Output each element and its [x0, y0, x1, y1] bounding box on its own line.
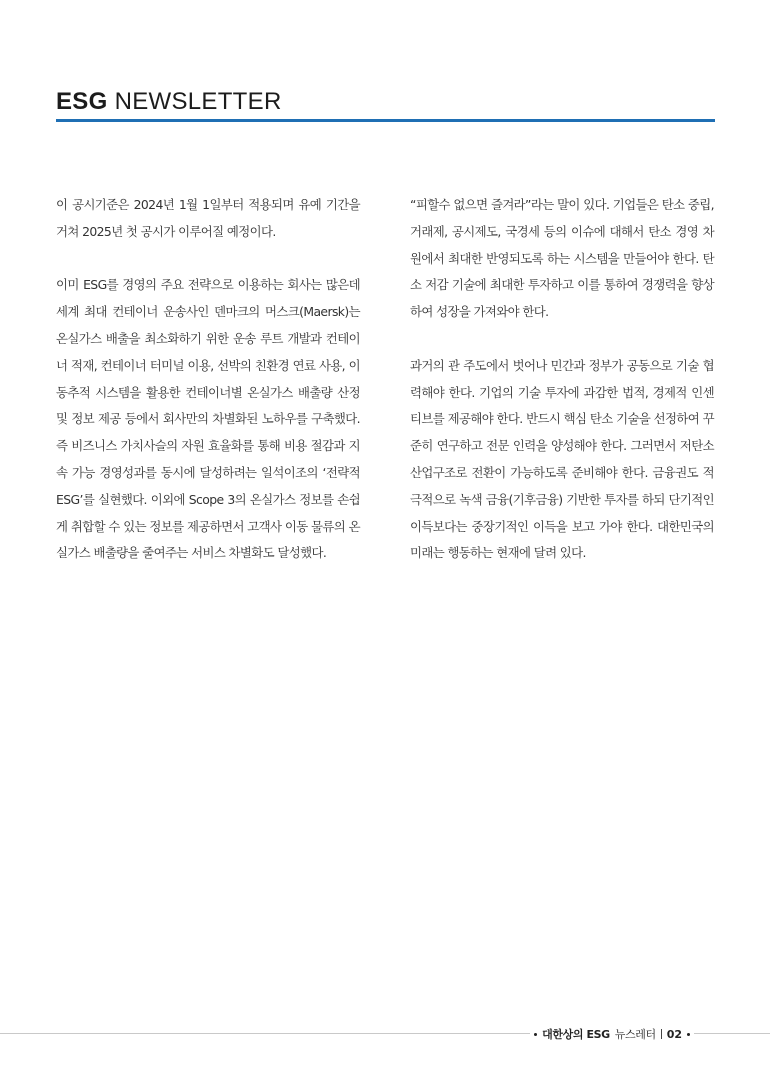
bullet-dot-icon [534, 1033, 537, 1036]
footer-separator [661, 1029, 662, 1039]
page-number: 02 [666, 1027, 682, 1041]
title-esg: ESG [56, 88, 108, 115]
page-footer [530, 1025, 694, 1043]
paragraph: “피할수 없으면 즐겨라”라는 말이 있다. 기업들은 탄소 중립, 거래제, 공시제도, 국경세 등의 이슈에 대해서 탄소 경영 차원에서 최대한 반영되도록 하는 시스템을 만들어야 한다. 탄소 저감 기술에 최대한 투자하고 이를 통하여 경쟁력을 향상하여 성장을 가져와야 한다. [410, 197, 714, 320]
right-column [410, 192, 714, 594]
left-column [56, 192, 360, 594]
footer-subtitle: 뉴스레터 [614, 1028, 656, 1041]
paragraph: 이미 ESG를 경영의 주요 전략으로 이용하는 회사는 많은데 세계 최대 컨테이너 운송사인 덴마크의 머스크(Maersk)는 온실가스 배출을 최소화하기 위한 운송 루트 개발과 컨테이너 적재, 컨테이너 터미널 이용, 선박의 친환경 연료 사용, 이동추적 시스템을 활용한 컨테이너별 온실가스 배출량 산정 및 정보 제공 등에서 회사만의 차별화된 노하우를 구축했다. 즉 비즈니스 가치사슬의 자원 효율화를 통해 비용 절감과 지속 가능 경영성과를 동시에 달성하려는 일석이조의 ‘전략적 ESG’를 실현했다. 이외에 Scope 3의 온실가스 정보를 손쉽게 취합할 수 있는 정보를 제공하면서 고객사 이동 물류의 온실가스 배출량을 줄여주는 서비스 차별화도 달성했다. [56, 277, 360, 561]
bullet-dot-icon [687, 1033, 690, 1036]
header-rule [56, 119, 715, 122]
page-header [56, 86, 715, 122]
footer-publication: 대한상의 ESG [542, 1028, 610, 1041]
paragraph: 이 공시기준은 2024년 1월 1일부터 적용되며 유예 기간을 거쳐 2025년 첫 공시가 이루어질 예정이다. [56, 197, 360, 239]
paragraph: 과거의 관 주도에서 벗어나 민간과 정부가 공동으로 기술 협력해야 한다. 기업의 기술 투자에 과감한 법적, 경제적 인센티브를 제공해야 한다. 반드시 핵심 탄소 기술을 선정하여 꾸준히 연구하고 전문 인력을 양성해야 한다. 그러면서 저탄소 산업구조로 전환이 가능하도록 준비해야 한다. 금융권도 적극적으로 녹색 금융(기후금융) 기반한 투자를 하되 단기적인 이득보다는 중장기적인 이득을 보고 가야 한다. 대한민국의 미래는 행동하는 현재에 달려 있다. [410, 357, 714, 561]
title-newsletter: NEWSLETTER [114, 88, 282, 115]
newsletter-title [56, 88, 282, 116]
